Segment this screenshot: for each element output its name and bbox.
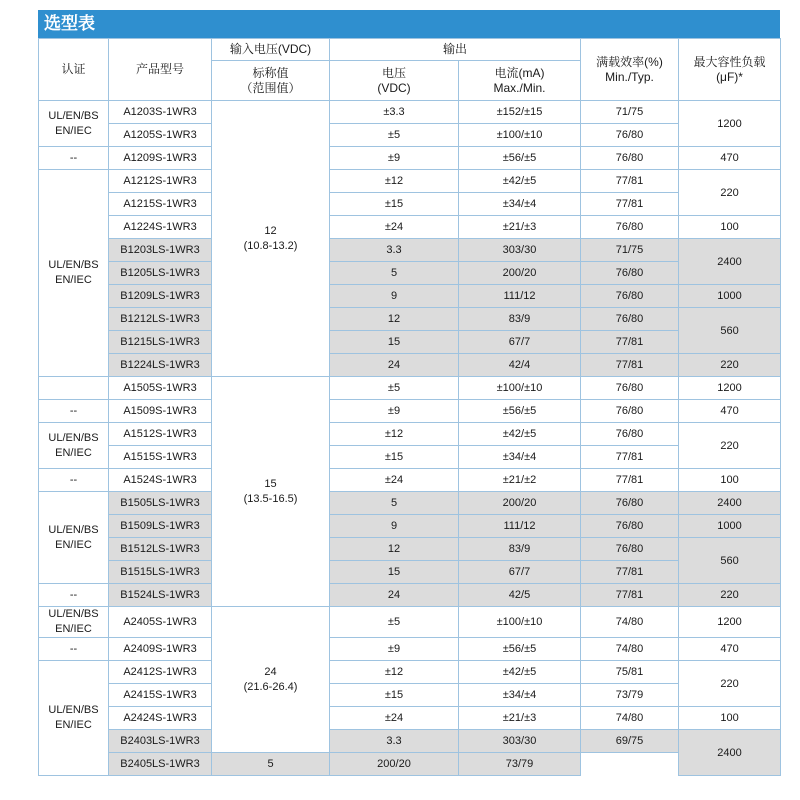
model-cell: B1203LS-1WR3 [109,239,212,262]
current-cell: 42/5 [459,584,581,607]
input-range: (21.6-26.4) [243,680,298,693]
current-cell: ±21/±2 [459,469,581,492]
header-efficiency [581,39,679,101]
input-nominal: 12 [264,224,277,237]
cert-ul: UL/EN/BS [48,523,99,536]
efficiency-cell: 76/80 [581,400,679,423]
voltage-cell: 12 [330,308,459,331]
cert-ul: UL/EN/BS [48,704,99,716]
current-cell: 83/9 [459,308,581,331]
header-nominal [212,61,330,101]
voltage-cell: ±15 [330,684,459,707]
efficiency-cell: 69/75 [581,730,679,753]
efficiency-cell: 77/81 [581,354,679,377]
efficiency-cell: 77/81 [581,584,679,607]
efficiency-cell: 74/80 [581,707,679,730]
efficiency-label: 满载效率(%) [596,54,663,69]
current-cell: 67/7 [459,331,581,354]
cert-ul: UL/EN/BS [48,259,99,271]
model-cell: B1224LS-1WR3 [109,354,212,377]
model-cell: B1512LS-1WR3 [109,538,212,561]
capacitive-cell: 1200 [679,377,781,400]
header-cert: 认证 [39,39,109,101]
input-12-cell [212,101,330,377]
current-cell: 200/20 [459,262,581,285]
voltage-cell: ±15 [330,193,459,216]
current-cell: ±21/±3 [459,216,581,239]
efficiency-cell: 76/80 [581,147,679,170]
capacitive-cell: 560 [679,308,781,354]
model-cell: B2405LS-1WR3 [109,753,212,776]
current-cell: 67/7 [459,561,581,584]
current-cell: ±56/±5 [459,400,581,423]
model-cell: B1524LS-1WR3 [109,584,212,607]
efficiency-cell: 77/81 [581,193,679,216]
capacitive-cell: 2400 [679,730,781,776]
efficiency-cell: 76/80 [581,308,679,331]
header-input: 输入电压(VDC) [212,39,330,61]
voltage-cell: ±12 [330,170,459,193]
header-model: 产品型号 [109,39,212,101]
current-cell: ±100/±10 [459,124,581,147]
voltage-cell: 24 [330,354,459,377]
input-range: (13.5-16.5) [243,492,298,505]
selection-table [38,38,781,776]
model-cell: B1515LS-1WR3 [109,561,212,584]
voltage-cell: 12 [330,538,459,561]
model-cell: A2412S-1WR3 [109,661,212,684]
current-cell: ±100/±10 [459,377,581,400]
capacitive-cell: 100 [679,707,781,730]
cert-cell [39,661,109,776]
model-cell: B1205LS-1WR3 [109,262,212,285]
model-cell: A1205S-1WR3 [109,124,212,147]
capacitive-cell: 1000 [679,515,781,538]
cert-en: EN/IEC [55,623,92,635]
current-cell: ±56/±5 [459,147,581,170]
current-cell: ±42/±5 [459,423,581,446]
voltage-cell: 24 [330,584,459,607]
model-cell: A1209S-1WR3 [109,147,212,170]
cert-cell: -- [39,400,109,423]
cert-cell: -- [39,147,109,170]
voltage-cell: ±24 [330,707,459,730]
efficiency-cell: 71/75 [581,101,679,124]
cert-en: EN/IEC [55,719,92,731]
model-cell: A1524S-1WR3 [109,469,212,492]
header-capacitive [679,39,781,101]
model-cell: B1209LS-1WR3 [109,285,212,308]
efficiency-cell: 75/81 [581,661,679,684]
capacitive-label: 最大容性负载 [693,54,766,69]
cert-cell: -- [39,584,109,607]
voltage-cell: 9 [330,285,459,308]
voltage-cell: ±5 [330,377,459,400]
current-cell: ±100/±10 [459,607,581,638]
voltage-cell: ±9 [330,400,459,423]
current-cell: 200/20 [459,492,581,515]
model-cell: A1203S-1WR3 [109,101,212,124]
capacitive-cell: 560 [679,538,781,584]
efficiency-cell: 76/80 [581,538,679,561]
efficiency-cell: 76/80 [581,377,679,400]
voltage-cell: ±5 [330,124,459,147]
cert-ul: UL/EN/BS [48,431,99,444]
efficiency-cell: 73/79 [581,684,679,707]
voltage-cell: 5 [212,753,330,776]
table-title: 选型表 [38,10,780,38]
cert-cell [39,377,109,400]
voltage-cell: 3.3 [330,239,459,262]
input-15-cell [212,377,330,607]
voltage-cell: ±5 [330,607,459,638]
current-cell: 111/12 [459,285,581,308]
current-cell: 111/12 [459,515,581,538]
model-cell: B1212LS-1WR3 [109,308,212,331]
efficiency-cell: 76/80 [581,285,679,308]
capacitive-cell: 1000 [679,285,781,308]
model-cell: A1512S-1WR3 [109,423,212,446]
current-cell: ±34/±4 [459,684,581,707]
voltage-label: 电压 [381,65,406,80]
efficiency-cell: 76/80 [581,515,679,538]
voltage-cell: ±3.3 [330,101,459,124]
input-nominal: 24 [264,665,277,678]
model-cell: A1215S-1WR3 [109,193,212,216]
model-cell: A2405S-1WR3 [109,607,212,638]
capacitive-cell: 220 [679,354,781,377]
cert-cell [39,101,109,147]
capacitive-cell: 470 [679,147,781,170]
capacitive-cell: 2400 [679,492,781,515]
cert-cell: -- [39,638,109,661]
model-cell: A1509S-1WR3 [109,400,212,423]
model-cell: A2424S-1WR3 [109,707,212,730]
capacitive-cell: 1200 [679,607,781,638]
capacitive-cell: 220 [679,423,781,469]
efficiency-cell: 76/80 [581,216,679,239]
voltage-cell: ±15 [330,446,459,469]
current-cell: 42/4 [459,354,581,377]
current-cell: ±34/±4 [459,193,581,216]
current-cell: ±34/±4 [459,446,581,469]
cert-ul: UL/EN/BS [48,109,99,122]
cert-en: EN/IEC [55,274,92,286]
cert-cell [39,492,109,584]
current-cell: 303/30 [459,730,581,753]
model-cell: B1509LS-1WR3 [109,515,212,538]
cert-cell [39,607,109,638]
efficiency-cell: 76/80 [581,262,679,285]
current-cell: ±42/±5 [459,170,581,193]
efficiency-cell: 77/81 [581,170,679,193]
capacitive-cell: 100 [679,469,781,492]
efficiency-cell: 77/81 [581,469,679,492]
model-cell: A1212S-1WR3 [109,170,212,193]
voltage-cell: 5 [330,262,459,285]
voltage-cell: ±12 [330,423,459,446]
cert-ul: UL/EN/BS [48,608,99,620]
current-label: 电流(mA) [494,65,545,80]
voltage-cell: ±24 [330,469,459,492]
cert-cell [39,170,109,377]
input-24-cell [212,607,330,753]
model-cell: B2403LS-1WR3 [109,730,212,753]
current-cell: ±152/±15 [459,101,581,124]
capacitive-cell: 2400 [679,239,781,285]
cert-cell: -- [39,469,109,492]
header-voltage [330,61,459,101]
model-cell: A1224S-1WR3 [109,216,212,239]
cert-cell [39,423,109,469]
efficiency-cell: 73/79 [459,753,581,776]
efficiency-cell: 76/80 [581,423,679,446]
input-range: (10.8-13.2) [243,239,298,252]
efficiency-cell: 71/75 [581,239,679,262]
model-cell: A1515S-1WR3 [109,446,212,469]
model-cell: A1505S-1WR3 [109,377,212,400]
capacitive-cell: 470 [679,638,781,661]
capacitive-cell: 220 [679,584,781,607]
current-cell: 200/20 [330,753,459,776]
voltage-unit: (VDC) [377,80,411,95]
current-cell: 303/30 [459,239,581,262]
header-output: 输出 [330,39,581,61]
voltage-cell: 3.3 [330,730,459,753]
cert-en: EN/IEC [55,538,92,551]
capacitive-cell: 100 [679,216,781,239]
cert-en: EN/IEC [55,446,92,459]
capacitive-unit: (μF)* [716,69,743,84]
voltage-cell: 5 [330,492,459,515]
model-cell: B1215LS-1WR3 [109,331,212,354]
current-cell: ±21/±3 [459,707,581,730]
capacitive-cell: 470 [679,400,781,423]
efficiency-cell: 76/80 [581,124,679,147]
voltage-cell: ±24 [330,216,459,239]
voltage-cell: 15 [330,331,459,354]
range-label: （范围值） [240,80,301,95]
voltage-cell: ±12 [330,661,459,684]
efficiency-unit: Min./Typ. [605,69,654,84]
cert-en: EN/IEC [55,124,92,137]
efficiency-cell: 77/81 [581,446,679,469]
voltage-cell: 15 [330,561,459,584]
current-cell: 83/9 [459,538,581,561]
capacitive-cell: 220 [679,170,781,216]
input-nominal: 15 [264,477,277,490]
model-cell: A2409S-1WR3 [109,638,212,661]
efficiency-cell: 77/81 [581,561,679,584]
voltage-cell: 9 [330,515,459,538]
efficiency-cell: 74/80 [581,638,679,661]
current-unit: Max./Min. [493,80,546,95]
voltage-cell: ±9 [330,147,459,170]
voltage-cell: ±9 [330,638,459,661]
capacitive-cell: 220 [679,661,781,707]
current-cell: ±56/±5 [459,638,581,661]
efficiency-cell: 76/80 [581,492,679,515]
model-cell: B1505LS-1WR3 [109,492,212,515]
current-cell: ±42/±5 [459,661,581,684]
capacitive-cell: 1200 [679,101,781,147]
model-cell: A2415S-1WR3 [109,684,212,707]
efficiency-cell: 77/81 [581,331,679,354]
nominal-label: 标称值 [252,65,289,80]
header-current [459,61,581,101]
efficiency-cell: 74/80 [581,607,679,638]
